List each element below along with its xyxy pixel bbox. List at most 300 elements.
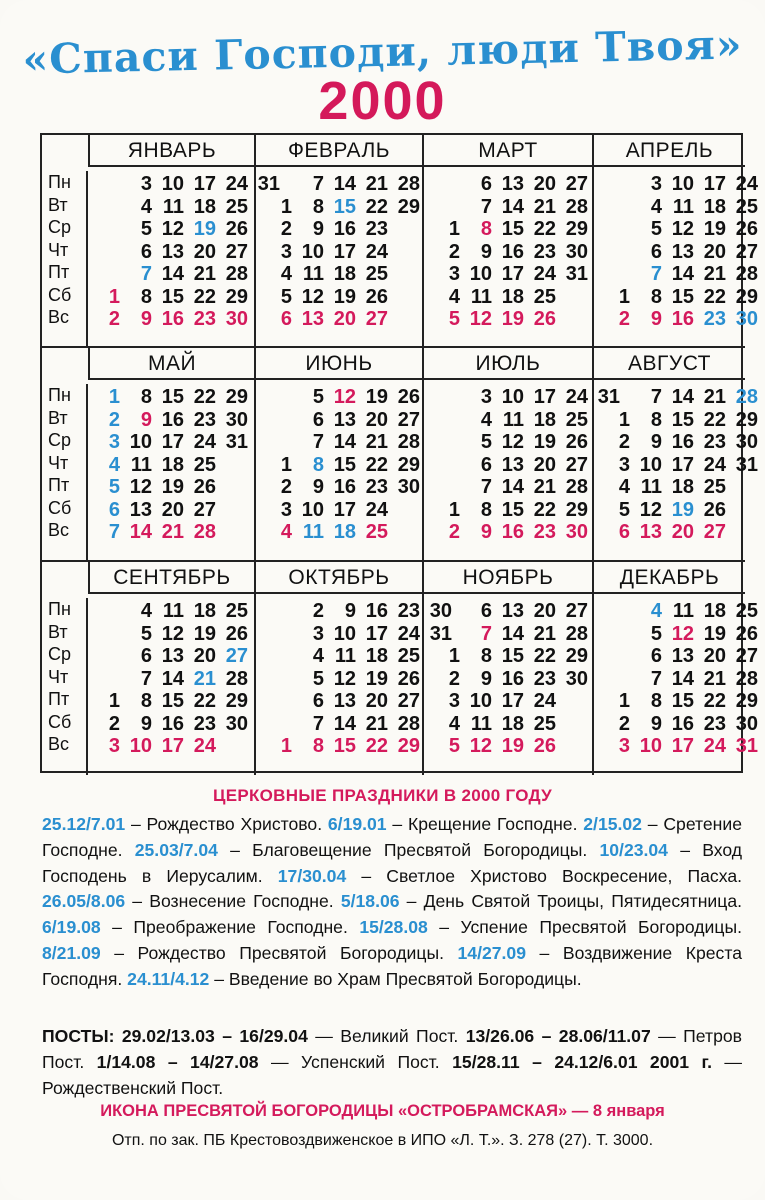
day-number: 6: [480, 600, 492, 622]
day-number: 10: [639, 735, 662, 757]
day-number: [220, 735, 252, 758]
holidays-list: [42, 812, 742, 993]
weekday-label: Сб: [48, 284, 72, 305]
day-number: 17: [365, 622, 388, 645]
weekday-label: Вт: [48, 407, 68, 428]
week-column: [528, 600, 560, 775]
week-column: [698, 173, 730, 348]
day-number: 10: [671, 173, 694, 195]
day-number: 2: [108, 308, 120, 330]
week-column: [560, 386, 592, 561]
fast-name: — Петров Пост.: [42, 1026, 742, 1072]
day-number: [264, 431, 296, 454]
day-number: 9: [140, 712, 152, 735]
week-column: [188, 386, 220, 561]
day-number: 18: [671, 476, 694, 498]
day-number: 6: [618, 521, 630, 543]
day-number: 20: [365, 408, 388, 431]
day-number: 12: [161, 218, 184, 240]
day-number: 11: [334, 645, 356, 667]
week-column: [634, 386, 666, 561]
week-column: [264, 600, 296, 775]
day-number: 26: [565, 431, 588, 453]
day-number: 18: [501, 285, 524, 308]
month-name: ФЕВРАЛЬ: [256, 135, 422, 167]
day-number: 21: [193, 263, 216, 285]
holiday-name: – Вознесение Господне.: [125, 891, 341, 912]
month-days: [92, 600, 252, 775]
day-number: 18: [703, 195, 726, 218]
week-column: [432, 173, 464, 348]
day-number: 16: [161, 712, 184, 735]
day-number: 9: [480, 667, 492, 690]
week-column: [634, 173, 666, 348]
month-name: ИЮЛЬ: [424, 348, 592, 380]
day-number: [602, 263, 634, 286]
day-number: 29: [735, 285, 758, 308]
day-number: 4: [312, 645, 324, 667]
day-number: 30: [225, 308, 248, 330]
day-number: 30: [565, 521, 588, 543]
day-number: 7: [480, 476, 492, 498]
day-number: 22: [703, 408, 726, 431]
day-number: [432, 431, 464, 454]
day-number: 10: [129, 735, 152, 757]
day-number: 9: [140, 308, 152, 330]
day-number: 13: [161, 240, 184, 263]
day-number: 20: [671, 521, 694, 543]
week-column: [602, 600, 634, 775]
holiday-name: – Вход Господень в Иерусалим.: [42, 839, 742, 886]
day-number: 7: [480, 195, 492, 218]
day-number: 11: [470, 712, 492, 735]
fast-name: — Великий Пост.: [307, 1026, 466, 1046]
holiday-name: – Благовещение Пресвятой Богородицы.: [217, 839, 600, 860]
day-number: 5: [312, 667, 324, 690]
day-number: 5: [108, 476, 120, 498]
day-number: [602, 196, 634, 219]
day-number: 24: [397, 622, 420, 645]
day-number: 31: [735, 735, 758, 757]
day-number: [92, 196, 124, 219]
day-number: 16: [501, 667, 524, 690]
day-number: 27: [735, 645, 758, 667]
day-number: 6: [108, 498, 120, 521]
month-days: [264, 386, 424, 561]
week-column: [528, 386, 560, 561]
day-number: 2: [618, 431, 630, 453]
day-number: 23: [533, 521, 556, 543]
day-number: 12: [301, 285, 324, 308]
day-number: 3: [448, 263, 460, 285]
fast-name: — Успенский Пост.: [258, 1051, 453, 1072]
day-number: 8: [312, 735, 324, 757]
day-number: 2: [280, 476, 292, 498]
day-number: 15: [161, 285, 184, 308]
day-number: 1: [108, 285, 120, 308]
week-column: [220, 386, 252, 561]
day-number: 7: [650, 667, 662, 690]
day-number: 27: [565, 600, 588, 622]
imprint-line: Отп. по зак. ПБ Крестовоздвиженское в ИПО «Л. Т.». З. 278 (27). Т. 3000.: [111, 1132, 654, 1149]
day-number: 15: [161, 690, 184, 712]
day-number: 15: [501, 645, 524, 667]
weekday-label: Вс: [48, 520, 70, 540]
week-column: [264, 173, 296, 348]
week-column: [496, 386, 528, 561]
day-number: 24: [193, 735, 216, 757]
day-number: [730, 476, 762, 499]
day-number: 2: [618, 712, 630, 735]
day-number: 14: [501, 622, 524, 645]
day-number: 22: [193, 386, 216, 408]
day-number: 8: [480, 645, 492, 667]
day-number: 3: [480, 386, 492, 408]
weekday-label: Пн: [48, 599, 71, 619]
day-number: 14: [501, 476, 524, 498]
month-days: [432, 600, 592, 775]
day-number: 7: [108, 521, 120, 543]
day-number: 17: [703, 173, 726, 195]
day-number: 4: [650, 195, 662, 218]
day-number: 30: [735, 431, 758, 453]
day-number: 27: [397, 408, 420, 431]
day-number: 12: [671, 218, 694, 240]
day-number: 24: [193, 431, 216, 453]
day-number: 13: [333, 690, 356, 712]
day-number: 15: [501, 218, 524, 240]
day-number: 24: [533, 690, 556, 712]
day-number: 21: [365, 712, 388, 735]
holiday-date: 14/27.09: [457, 942, 527, 963]
day-number: 20: [533, 600, 556, 622]
day-number: 15: [333, 735, 356, 757]
day-number: 4: [108, 453, 120, 476]
day-number: 1: [448, 645, 460, 667]
day-number: 19: [365, 386, 388, 408]
day-number: 29: [565, 645, 588, 667]
day-number: 16: [365, 600, 388, 622]
day-number: 8: [480, 218, 492, 240]
day-number: 5: [618, 498, 630, 521]
day-number: 20: [703, 240, 726, 263]
day-number: 5: [140, 622, 152, 645]
week-column: [264, 386, 296, 561]
day-number: 21: [193, 667, 216, 690]
week-column: [730, 386, 762, 561]
day-number: 27: [365, 308, 388, 330]
holiday-date: 6/19.08: [42, 917, 101, 938]
day-number: 25: [565, 408, 588, 431]
day-number: 26: [533, 308, 556, 330]
month-name: СЕНТЯБРЬ: [88, 562, 254, 594]
day-number: 26: [365, 285, 388, 308]
holidays-title: ЦЕРКОВНЫЕ ПРАЗДНИКИ В 2000 ГОДУ: [212, 786, 552, 805]
day-number: 17: [161, 431, 184, 453]
day-number: 16: [671, 431, 694, 453]
day-number: 22: [193, 690, 216, 712]
day-number: [432, 454, 464, 477]
day-number: 8: [140, 690, 152, 712]
month-block: [42, 135, 280, 348]
day-number: 1: [280, 735, 292, 757]
day-number: 28: [735, 386, 758, 408]
holiday-name: – Введение во Храм Пресвятой Богородицы.: [209, 968, 582, 989]
holiday-name: – Воздвижение Креста Господня.: [42, 942, 742, 989]
day-number: 22: [365, 735, 388, 757]
day-number: 30: [397, 476, 420, 498]
day-number: 29: [225, 285, 248, 308]
day-number: 7: [650, 386, 662, 408]
month-name: ДЕКАБРЬ: [594, 562, 745, 594]
holiday-name: – Сретение Господне.: [42, 814, 742, 860]
weekday-label: Пт: [48, 262, 70, 282]
day-number: 2: [448, 667, 460, 690]
day-number: 5: [448, 735, 460, 757]
day-number: 12: [671, 622, 694, 645]
day-number: 2: [448, 521, 460, 543]
weekday-label: Вс: [48, 734, 70, 754]
day-number: 27: [225, 645, 248, 667]
day-number: [730, 521, 762, 544]
day-number: 3: [108, 431, 120, 453]
month-block: [256, 562, 452, 775]
weekday-label: Чт: [48, 452, 69, 473]
week-column: [392, 386, 424, 561]
day-number: 21: [533, 195, 556, 218]
day-number: 27: [397, 690, 420, 712]
day-number: 24: [703, 735, 726, 757]
day-number: [92, 173, 124, 196]
day-number: 19: [533, 431, 556, 453]
day-number: [92, 645, 124, 668]
day-number: 11: [302, 263, 324, 285]
day-number: 30: [225, 408, 248, 431]
day-number: [392, 286, 424, 309]
day-number: 14: [671, 263, 694, 285]
day-number: 27: [735, 240, 758, 263]
year-title: 2000: [318, 71, 447, 131]
day-number: 17: [533, 386, 556, 408]
day-number: 27: [703, 521, 726, 543]
day-number: [432, 386, 464, 409]
day-number: 24: [225, 173, 248, 195]
month-name: АПРЕЛЬ: [594, 135, 745, 167]
day-number: 23: [193, 712, 216, 735]
week-column: [698, 600, 730, 775]
day-number: 29: [565, 218, 588, 240]
day-number: 28: [735, 667, 758, 690]
month-days: [602, 386, 762, 561]
day-number: [392, 218, 424, 241]
week-column: [124, 600, 156, 775]
day-number: 15: [333, 453, 356, 476]
day-number: 4: [140, 195, 152, 218]
day-number: 14: [671, 386, 694, 408]
week-column: [432, 386, 464, 561]
slogan-title: «Спаси Господи, люди Твоя»: [22, 20, 743, 84]
day-number: 26: [225, 622, 248, 645]
day-number: 21: [533, 476, 556, 498]
holiday-date: 17/30.04: [277, 865, 347, 886]
day-number: 19: [703, 218, 726, 240]
week-column: [328, 386, 360, 561]
day-number: 19: [501, 308, 524, 330]
day-number: 29: [565, 498, 588, 521]
months-grid: [40, 133, 758, 773]
week-column: [156, 600, 188, 775]
holiday-name: – Рождество Пресвятой Богородицы.: [100, 942, 458, 963]
day-number: [264, 623, 296, 646]
day-number: 4: [618, 476, 630, 498]
day-number: 24: [703, 453, 726, 476]
day-number: 3: [650, 173, 662, 195]
day-number: 27: [225, 240, 248, 263]
day-number: 24: [735, 173, 758, 195]
day-number: [264, 713, 296, 736]
day-number: 9: [650, 308, 662, 330]
month-name: НОЯБРЬ: [424, 562, 592, 594]
week-column: [92, 600, 124, 775]
day-number: 10: [501, 386, 524, 408]
weekday-label: Вт: [48, 621, 68, 642]
day-number: 23: [703, 431, 726, 453]
day-number: 7: [140, 263, 152, 285]
day-number: 27: [193, 498, 216, 521]
month-block: [256, 135, 424, 348]
day-number: 26: [703, 498, 726, 521]
icon-caption: ИКОНА ПРЕСВЯТОЙ БОГОРОДИЦЫ «ОСТРОБРАМСКАЯ» — 8 января: [100, 1102, 665, 1120]
day-number: [264, 690, 296, 713]
day-number: 9: [344, 600, 356, 622]
day-number: 6: [480, 173, 492, 195]
day-number: 3: [280, 240, 292, 263]
day-number: 17: [501, 263, 524, 285]
day-number: 30: [735, 712, 758, 735]
day-number: 13: [161, 645, 184, 667]
week-column: [432, 600, 464, 775]
day-number: [602, 173, 634, 196]
week-column: [666, 600, 698, 775]
day-number: 20: [193, 240, 216, 263]
day-number: 30: [565, 240, 588, 263]
month-name: ЯНВАРЬ: [88, 135, 254, 167]
day-number: 13: [333, 408, 356, 431]
weekday-label: Чт: [48, 666, 69, 687]
day-number: 23: [533, 667, 556, 690]
day-number: 8: [480, 498, 492, 521]
month-name: МАЙ: [88, 348, 254, 380]
day-number: 14: [129, 521, 152, 543]
day-number: [432, 173, 464, 196]
week-column: [124, 386, 156, 561]
day-number: 25: [533, 285, 556, 308]
day-number: 3: [618, 453, 630, 476]
day-number: 23: [703, 308, 726, 330]
day-number: 4: [650, 600, 662, 622]
day-number: 26: [397, 386, 420, 408]
day-number: 13: [301, 308, 324, 330]
day-number: 16: [501, 521, 524, 543]
day-number: [392, 521, 424, 544]
week-column: [328, 173, 360, 348]
day-number: 26: [193, 476, 216, 498]
day-number: 17: [333, 498, 356, 521]
day-number: 7: [140, 667, 152, 690]
day-number: 18: [333, 521, 356, 543]
day-number: 2: [312, 600, 324, 622]
day-number: 15: [333, 195, 356, 218]
day-number: [264, 645, 296, 668]
day-number: 15: [671, 690, 694, 712]
week-column: [634, 600, 666, 775]
day-number: 16: [671, 712, 694, 735]
day-number: 29: [735, 690, 758, 712]
day-number: 28: [225, 667, 248, 690]
day-number: [560, 735, 592, 758]
day-number: 31: [597, 386, 620, 408]
day-number: [264, 173, 296, 196]
day-number: 19: [703, 622, 726, 645]
week-column: [392, 600, 424, 775]
day-number: 27: [565, 173, 588, 195]
week-column: [156, 173, 188, 348]
day-number: 25: [225, 600, 248, 622]
week-column: [392, 173, 424, 348]
day-number: 9: [480, 521, 492, 543]
day-number: [560, 690, 592, 713]
day-number: 3: [280, 498, 292, 521]
day-number: 13: [671, 645, 694, 667]
day-number: 8: [650, 285, 662, 308]
week-column: [360, 386, 392, 561]
week-column: [360, 600, 392, 775]
day-number: 29: [735, 408, 758, 431]
day-number: 30: [735, 308, 758, 330]
day-number: 16: [161, 308, 184, 330]
day-number: 7: [480, 622, 492, 645]
day-number: 19: [671, 498, 694, 521]
weekday-label: Ср: [48, 644, 72, 664]
day-number: 3: [108, 735, 120, 757]
week-column: [296, 600, 328, 775]
day-number: 14: [671, 667, 694, 690]
day-number: 17: [333, 240, 356, 263]
day-number: 23: [365, 476, 388, 498]
day-number: 13: [639, 521, 662, 543]
holiday-date: 25.12/7.01: [42, 814, 126, 834]
day-number: 19: [193, 218, 216, 240]
day-number: 26: [533, 735, 556, 757]
month-block: [594, 562, 758, 775]
day-number: 5: [448, 308, 460, 330]
day-number: [92, 241, 124, 264]
day-number: 13: [501, 173, 524, 195]
day-number: 22: [533, 645, 556, 667]
day-number: 8: [312, 453, 324, 476]
day-number: 5: [650, 218, 662, 240]
day-number: 10: [129, 431, 152, 453]
day-number: 29: [397, 195, 420, 218]
day-number: [392, 263, 424, 286]
weekday-labels: [42, 598, 88, 775]
day-number: 5: [650, 622, 662, 645]
month-name: ОКТЯБРЬ: [256, 562, 422, 594]
day-number: 28: [397, 431, 420, 453]
day-number: 15: [161, 386, 184, 408]
week-column: [528, 173, 560, 348]
week-column: [496, 600, 528, 775]
